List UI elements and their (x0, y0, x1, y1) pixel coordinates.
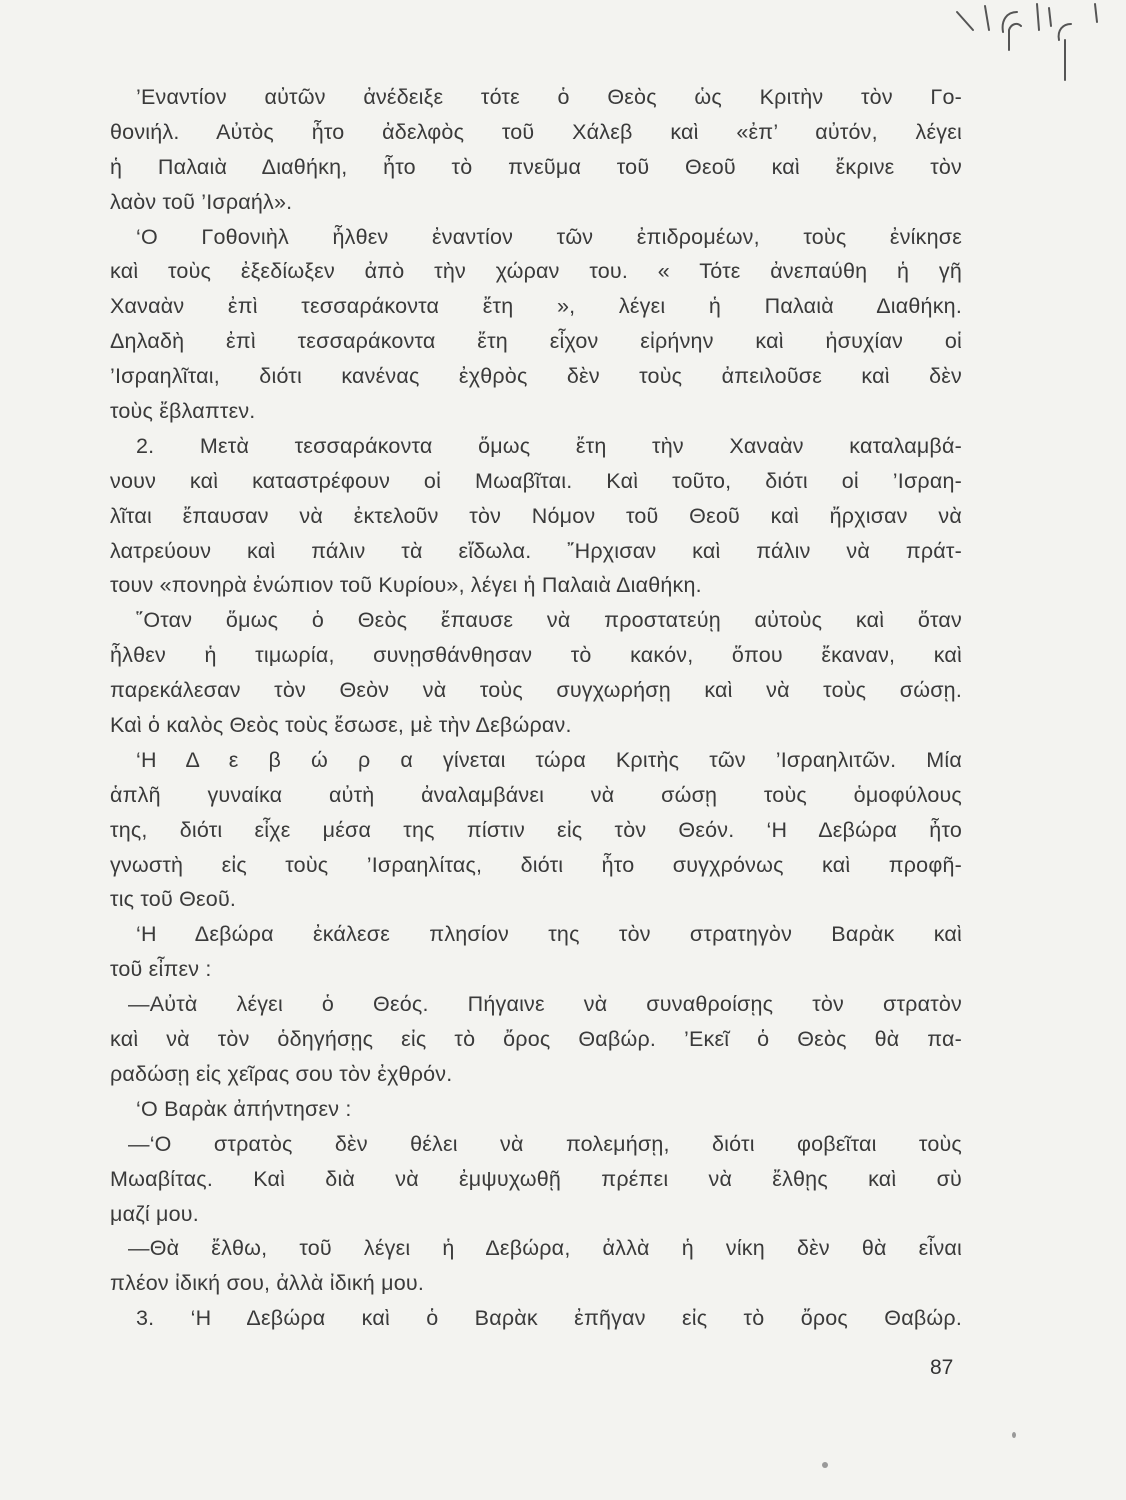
text-line: ἦλθεν ἡ τιμωρία, συνῃσθάνθησαν τὸ κακόν, ὅπου ἔκαναν, καὶ (110, 643, 962, 668)
text-line: ραδώσῃ εἰς χεῖρας σου τὸν ἐχθρόν. (110, 1061, 453, 1086)
paragraph (110, 603, 962, 743)
paragraph (110, 743, 962, 917)
document-body (110, 80, 962, 1336)
text-line: ‘Ο Βαρὰκ ἀπήντησεν : (136, 1096, 352, 1121)
scan-speck (822, 1462, 828, 1468)
text-line: γνωστὴ εἰς τοὺς ’Ισραηλίτας, διότι ἦτο συγχρόνως καὶ προφῆ- (110, 852, 962, 877)
text-line: πλέον ἰδική σου, ἀλλὰ ἰδική μου. (110, 1271, 424, 1296)
paragraph (110, 429, 962, 603)
text-line: λῖται ἔπαυσαν νὰ ἐκτελοῦν τὸν Νόμον τοῦ Θεοῦ καὶ ἤρχισαν νὰ (110, 503, 962, 528)
text-line: τουν «πονηρὰ ἐνώπιον τοῦ Κυρίου», λέγει ἡ Παλαιὰ Διαθήκη. (110, 573, 702, 598)
text-line: τις τοῦ Θεοῦ. (110, 887, 237, 912)
text-line: λατρεύουν καὶ πάλιν τὰ εἴδωλα. ῎Ηρχισαν καὶ πάλιν νὰ πράτ- (110, 538, 962, 563)
paragraph (110, 1092, 962, 1127)
text-line: καὶ τοὺς ἐξεδίωξεν ἀπὸ τὴν χώραν του. « Τότε ἀνεπαύθη ἡ γῆ (110, 259, 962, 284)
text-line: ῞Οταν ὅμως ὁ Θεὸς ἔπαυσε νὰ προστατεύῃ αὐτοὺς καὶ ὅταν (136, 608, 962, 633)
text-line: 3. ‘Η Δεβώρα καὶ ὁ Βαρὰκ ἐπῆγαν εἰς τὸ ὄρος Θαβώρ. (136, 1306, 962, 1331)
text-line: ἁπλῆ γυναίκα αὐτὴ ἀναλαμβάνει νὰ σώσῃ τοὺς ὁμοφύλους (110, 782, 962, 807)
page-number: 87 (930, 1356, 954, 1379)
text-line: θονιήλ. Αὐτὸς ἦτο ἀδελφὸς τοῦ Χάλεβ καὶ «ἐπ’ αὐτόν, λέγει (110, 119, 962, 144)
paragraph (110, 1231, 962, 1301)
text-line: ’Εναντίον αὐτῶν ἀνέδειξε τότε ὁ Θεὸς ὡς Κριτὴν τὸν Γο- (136, 85, 962, 109)
text-line: Καὶ ὁ καλὸς Θεὸς τοὺς ἔσωσε, μὲ τὴν Δεβώραν. (110, 713, 572, 738)
paragraph (110, 80, 962, 220)
text-line: ‘Η Δεβώρα ἐκάλεσε πλησίον της τὸν στρατηγὸν Βαρὰκ καὶ (136, 922, 962, 947)
text-line: —Θὰ ἔλθω, τοῦ λέγει ἡ Δεβώρα, ἀλλὰ ἡ νίκη δὲν θὰ εἶναι (128, 1236, 962, 1261)
text-line: Χαναὰν ἐπὶ τεσσαράκοντα ἔτη », λέγει ἡ Παλαιὰ Διαθήκη. (110, 294, 962, 319)
paragraph (110, 1301, 962, 1336)
text-line: —Αὐτὰ λέγει ὁ Θεός. Πήγαινε νὰ συναθροίσῃς τὸν στρατὸν (128, 992, 962, 1017)
paragraph (110, 1127, 962, 1232)
paragraph (110, 987, 962, 1092)
text-line: καὶ νὰ τὸν ὁδηγήσῃς εἰς τὸ ὄρος Θαβώρ. ’Εκεῖ ὁ Θεὸς θὰ πα- (110, 1027, 962, 1052)
text-line: ἡ Παλαιὰ Διαθήκη, ἦτο τὸ πνεῦμα τοῦ Θεοῦ καὶ ἔκρινε τὸν (110, 154, 962, 179)
text-line: τοὺς ἔβλαπτεν. (110, 399, 256, 424)
text-line: ‘Η Δ ε β ώ ρ α γίνεται τώρα Κριτὴς τῶν ’Ισραηλιτῶν. Μία (136, 747, 962, 772)
text-line: μαζί μου. (110, 1201, 199, 1226)
text-line: Μωαβίτας. Καὶ διὰ νὰ ἐμψυχωθῇ πρέπει νὰ ἔλθῃς καὶ σὺ (110, 1166, 962, 1191)
text-line: 2. Μετὰ τεσσαράκοντα ὅμως ἔτη τὴν Χαναὰν καταλαμβά- (136, 433, 962, 458)
text-line: λαὸν τοῦ ’Ισραήλ». (110, 189, 293, 214)
text-line: τοῦ εἶπεν : (110, 957, 212, 982)
text-line: παρεκάλεσαν τὸν Θεὸν νὰ τοὺς συγχωρήσῃ καὶ νὰ τοὺς σώσῃ. (110, 678, 962, 703)
text-line: Δηλαδὴ ἐπὶ τεσσαράκοντα ἔτη εἶχον εἰρήνην καὶ ἡσυχίαν οἱ (110, 329, 962, 354)
handwritten-marks (945, 0, 1126, 90)
text-line: νουν καὶ καταστρέφουν οἱ Μωαβῖται. Καὶ τοῦτο, διότι οἱ ’Ισραη- (110, 468, 962, 493)
text-line: της, διότι εἶχε μέσα της πίστιν εἰς τὸν Θεόν. ‘Η Δεβώρα ἦτο (110, 817, 962, 842)
text-line: —‘Ο στρατὸς δὲν θέλει νὰ πολεμήσῃ, διότι φοβεῖται τοὺς (128, 1131, 962, 1156)
text-line: ’Ισραηλῖται, διότι κανένας ἐχθρὸς δὲν τοὺς ἀπειλοῦσε καὶ δὲν (110, 364, 962, 389)
text-line: ‘Ο Γοθονιὴλ ἦλθεν ἐναντίον τῶν ἐπιδρομέων, τοὺς ἐνίκησε (136, 224, 962, 249)
scan-speck (1012, 1432, 1016, 1438)
paragraph (110, 220, 962, 429)
paragraph (110, 917, 962, 987)
